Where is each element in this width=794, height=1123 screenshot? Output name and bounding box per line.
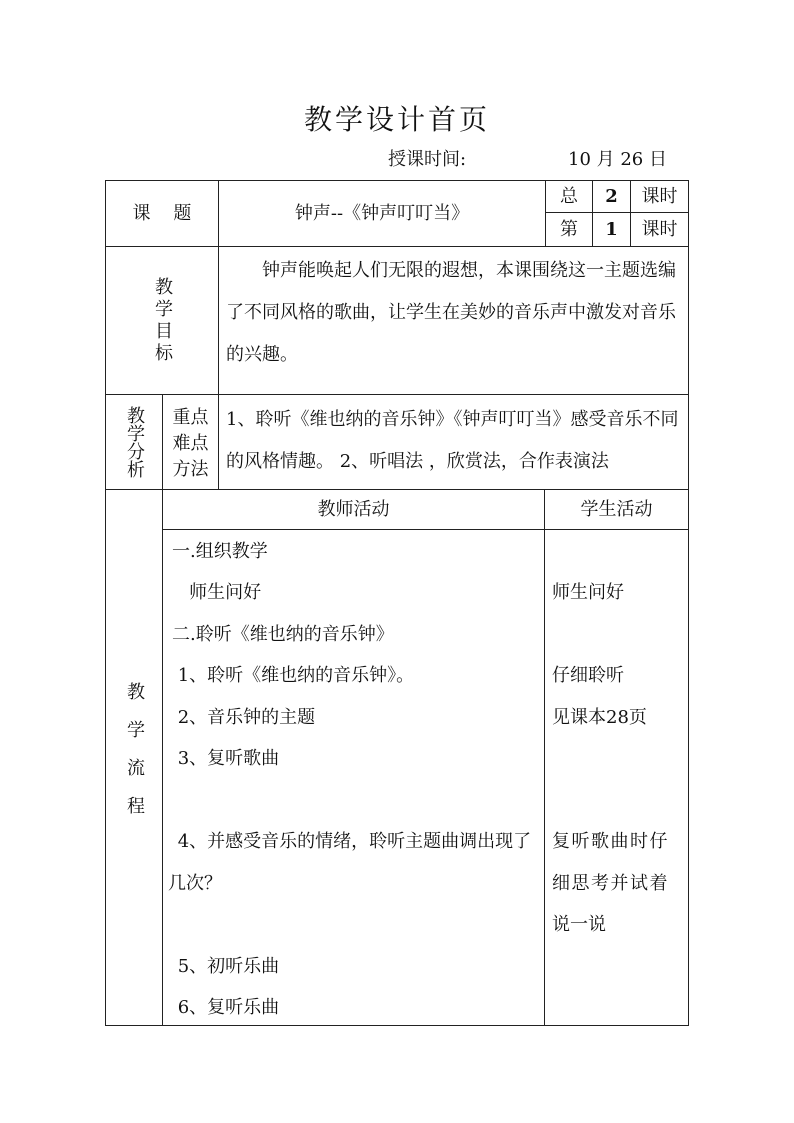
rule-right xyxy=(688,180,689,1026)
analysis-label xyxy=(106,395,162,489)
teacher-line: 6、复听乐曲 xyxy=(172,997,280,1018)
rule-objectives-bottom xyxy=(105,394,689,395)
student-line: 说一说 xyxy=(552,914,606,935)
rule-analysis-label xyxy=(162,394,163,1026)
teacher-line: 师生问好 xyxy=(172,582,262,603)
teacher-line: 4、并感受音乐的情绪，聆听主题曲调出现了 xyxy=(172,831,532,852)
rule-flow-header xyxy=(162,529,689,530)
rule-analysis-sub xyxy=(218,394,219,490)
teacher-line: 二.聆听《维也纳的音乐钟》 xyxy=(172,624,394,645)
flow-label xyxy=(106,490,162,1025)
student-activity-header: 学生活动 xyxy=(580,498,653,520)
rule-flow-split xyxy=(544,489,545,1026)
teacher-line: 1、聆听《维也纳的音乐钟》。 xyxy=(172,665,415,686)
student-line: 师生问好 xyxy=(552,582,624,603)
analysis-label-text: 教学分析 xyxy=(124,406,145,478)
rule-bottom xyxy=(105,1025,689,1026)
topic-label: 课 题 xyxy=(132,202,192,224)
student-line: 见课本28页 xyxy=(552,707,647,728)
student-line: 细思考并试着 xyxy=(552,873,669,894)
analysis-sublabel xyxy=(163,405,218,483)
seq-label: 第 xyxy=(560,218,578,240)
total-label: 总 xyxy=(560,185,578,207)
student-line: 复听歌曲时仔 xyxy=(552,831,669,852)
seq-value: 1 xyxy=(605,218,618,240)
teacher-line: 几次？ xyxy=(168,873,222,894)
analysis-sublabel-1: 重点 xyxy=(172,407,209,428)
analysis-text: 1、聆听《维也纳的音乐钟》《钟声叮叮当》感受音乐不同的风格情趣。 2、听唱法 ，欣赏法，合作表演法 xyxy=(226,409,679,472)
teacher-line: 3、复听歌曲 xyxy=(172,748,280,769)
page-title: 教学设计首页 xyxy=(303,103,490,136)
date-label: 授课时间: xyxy=(388,149,467,170)
seq-unit: 课时 xyxy=(641,218,678,240)
date-value: 10 月 26 日 xyxy=(568,149,667,170)
student-line: 仔细聆听 xyxy=(552,665,624,686)
topic-value: 钟声--《钟声叮叮当》 xyxy=(294,202,470,224)
teacher-line: 5、初听乐曲 xyxy=(172,956,280,977)
total-value: 2 xyxy=(605,185,618,207)
flow-label-text: 教学流程 xyxy=(124,681,145,834)
analysis-sublabel-3: 方法 xyxy=(172,459,209,480)
total-unit: 课时 xyxy=(641,185,678,207)
teacher-line: 一.组织教学 xyxy=(172,541,268,562)
teacher-line: 2、音乐钟的主题 xyxy=(172,707,316,728)
objectives-label xyxy=(106,247,218,394)
analysis-sublabel-2: 难点 xyxy=(172,433,209,454)
teacher-activity-header: 教师活动 xyxy=(317,498,390,520)
objectives-label-text: 教学目标 xyxy=(152,276,173,365)
objectives-text: 钟声能唤起人们无限的遐想，本课围绕这一主题选编了不同风格的歌曲，让学生在美妙的音乐声中激发对音乐的兴趣。 xyxy=(226,260,676,365)
